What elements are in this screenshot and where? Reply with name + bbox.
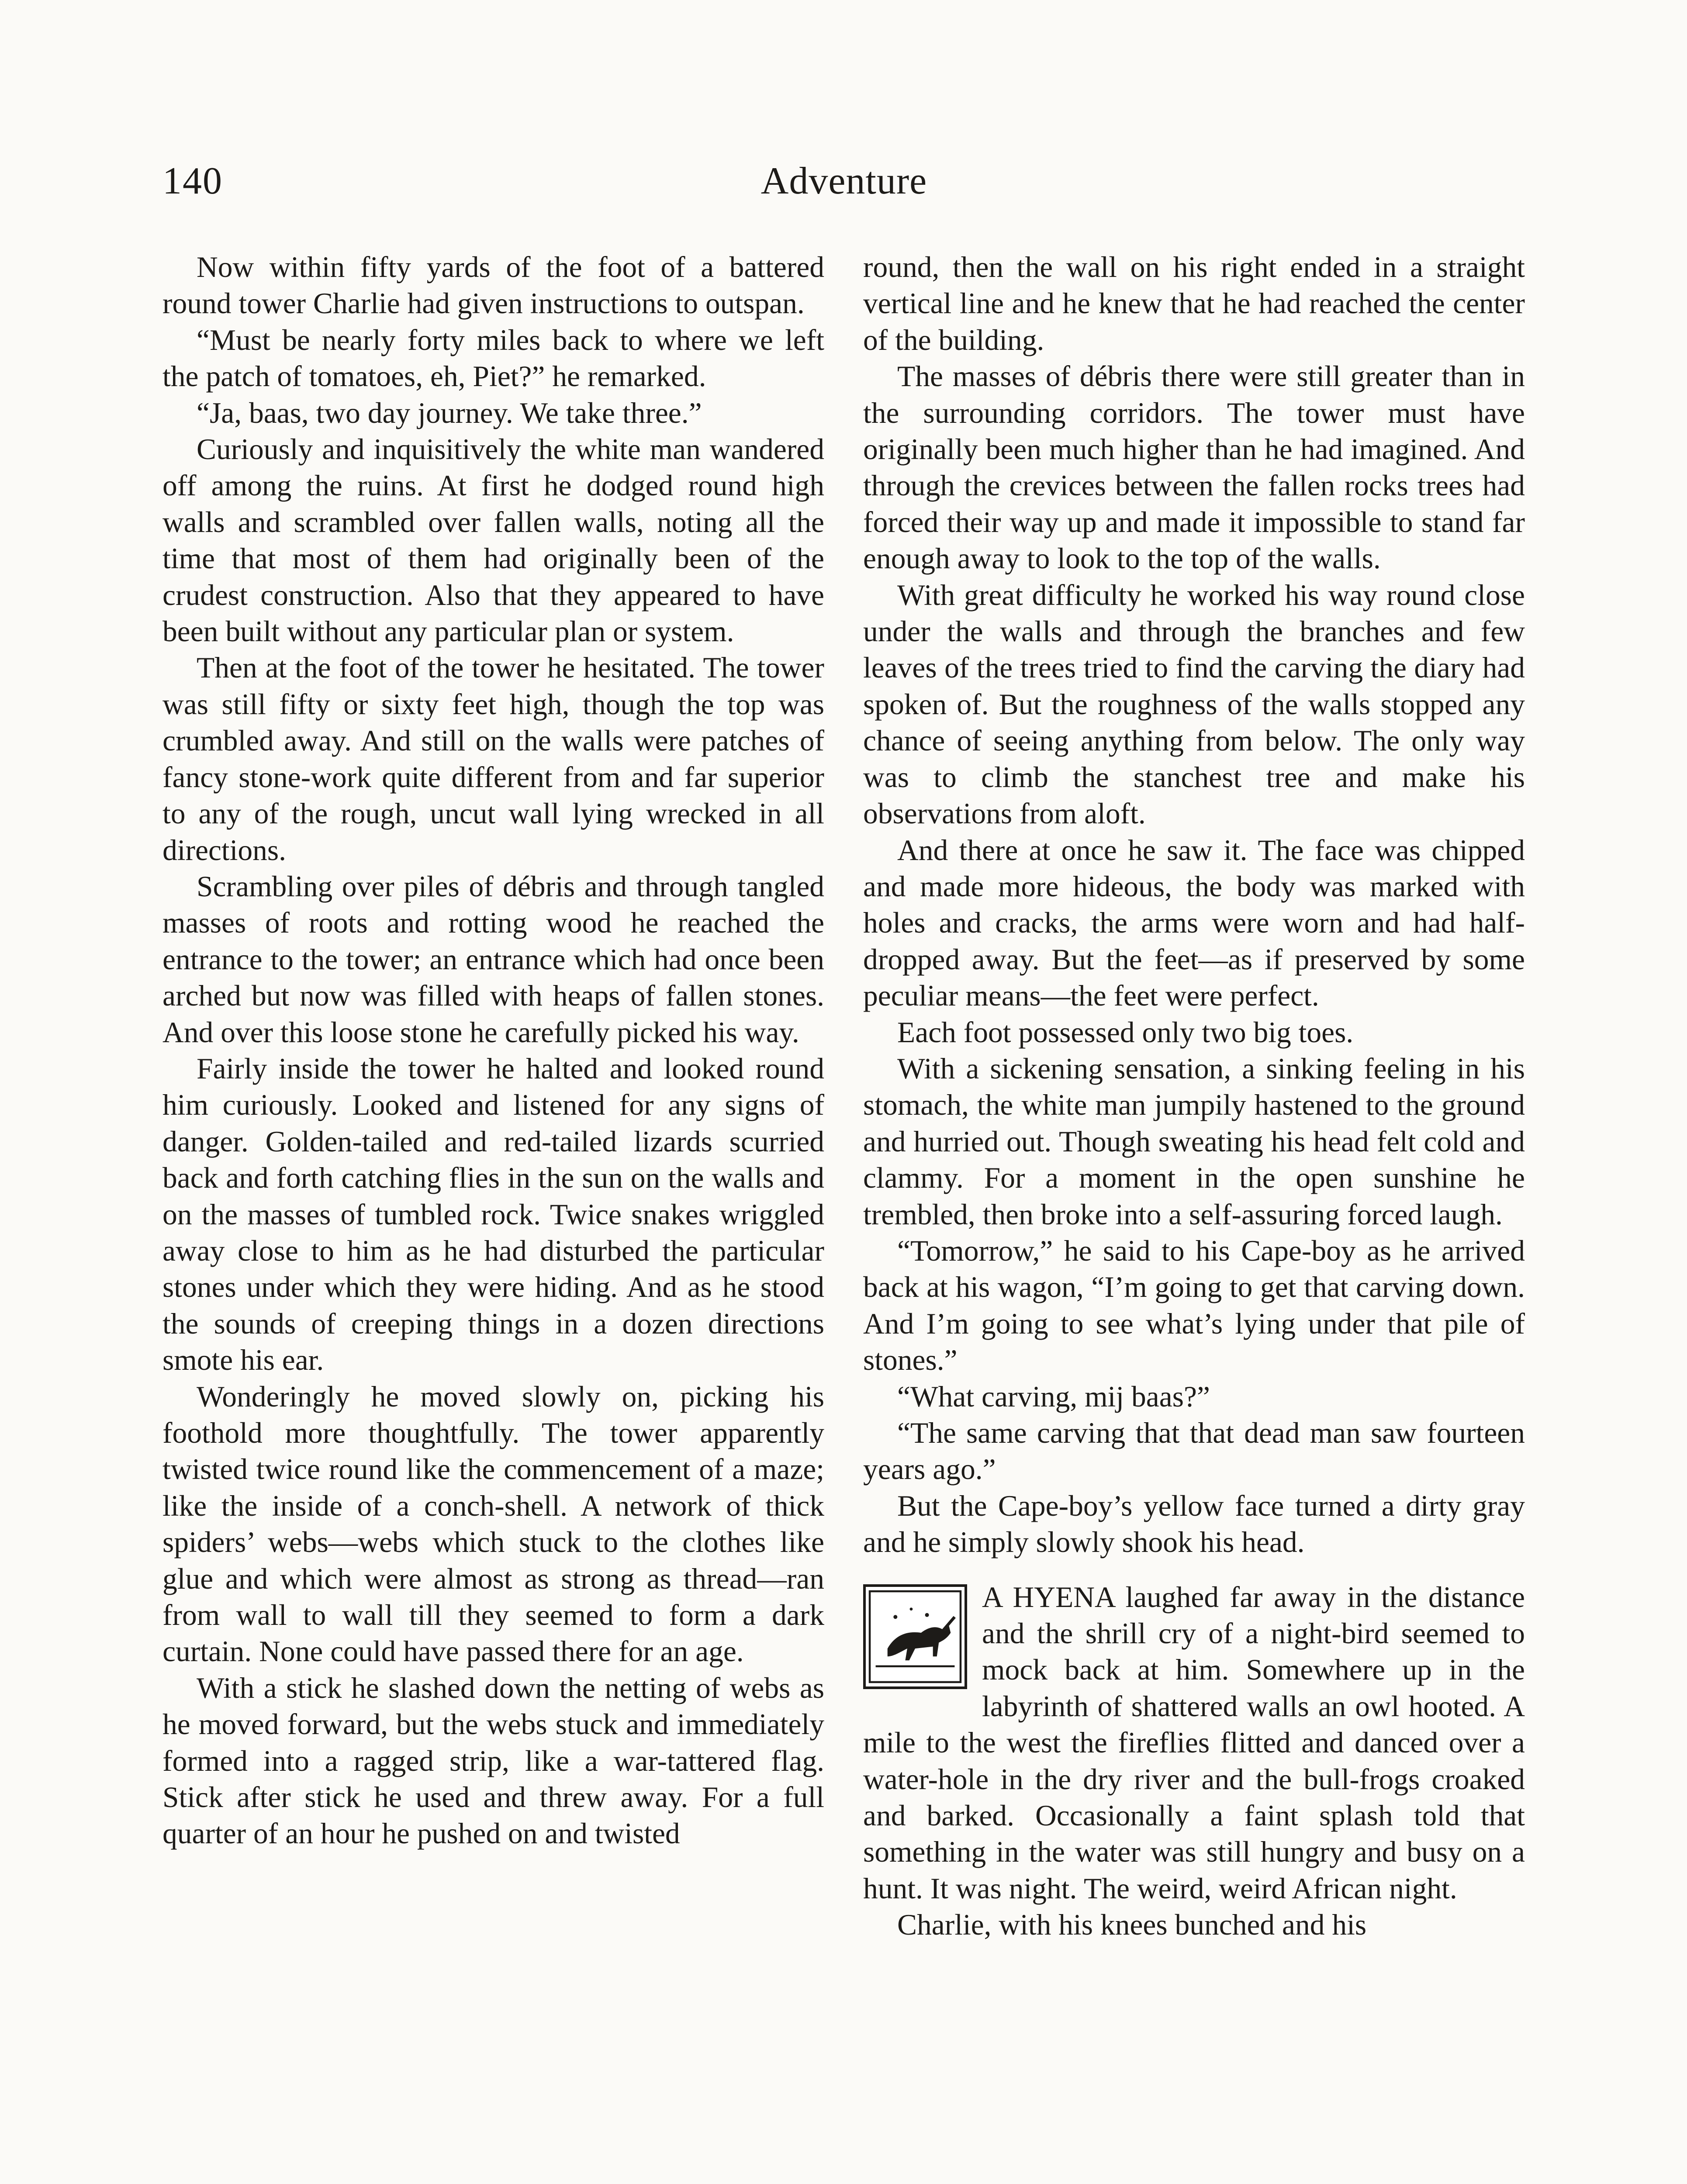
paragraph-continued: round, then the wall on his right ended in a straight vertical line and he knew that he had reached the center of the building. [863,251,1525,356]
paragraph: The masses of débris there were still greater than in the surrounding corridors. The tower must have originally been much higher than he had imagined. And through the crevices between the fallen rocks trees had forced their way up and made it impossible to stand far enough away to look to the top of the walls. [863,360,1525,575]
paragraph: Then at the foot of the tower he hesitated. The tower was still fifty or sixty feet high, though the top was crumbled away. And still on the walls were patches of fancy stone-work quite different from and far superior to any of the rough, uncut wall lying wrecked in all directions. [162,651,824,867]
dropcap-text: A HYENA laughed far away in the distance and the shrill cry of a night-bird seemed to mock back at him. Somewhere up in the labyrinth of shattered walls an owl hooted. A mile to the west the fireflies flitted and danced over a water-hole in the dry river and the bull-frogs croaked and barked. Occasionally a faint splash told that something in the water was still hungry and busy on a hunt. It was night. The weird, weird African night. [863,1580,1525,1905]
paragraph: Curiously and inquisitively the white man wandered off among the ruins. At first he dodged round high walls and scrambled over fallen walls, noting all the time that most of them had originally been of the crudest construction. Also that they appeared to have been built without any particular plan or system. [162,433,824,648]
paragraph: But the Cape-boy’s yellow face turned a dirty gray and he simply slowly shook his head. [863,1489,1525,1559]
hyena-illustration-icon [863,1584,967,1689]
dropcap-paragraph [863,1579,1525,1907]
paragraph: With a stick he slashed down the netting of webs as he moved forward, but the webs stuck and immediately formed into a ragged strip, like a war-tattered flag. Stick after stick he used and threw away. For a full quarter of an hour he pushed on and twisted [162,1671,824,1850]
paragraph: Charlie, with his knees bunched and his [897,1908,1367,1942]
right-column [863,249,1525,1943]
page-number: 140 [162,160,223,202]
paragraph: “Ja, baas, two day journey. We take three.” [197,396,702,429]
paragraph: Each foot possessed only two big toes. [897,1016,1354,1049]
paragraph: “The same carving that that dead man saw fourteen years ago.” [863,1417,1525,1486]
paragraph: “Must be nearly forty miles back to where we left the patch of tomatoes, eh, Piet?” he remarked. [162,323,824,393]
paragraph: “Tomorrow,” he said to his Cape-boy as he arrived back at his wagon, “I’m going to get that carving down. And I’m going to see what’s lying under that pile of stones.” [863,1234,1525,1377]
paragraph: And there at once he saw it. The face was chipped and made more hideous, the body was marked with holes and cracks, the arms were worn and had half-dropped away. But the feet—as if preserved by some peculiar means—the feet were perfect. [863,833,1525,1013]
paragraph: With a sickening sensation, a sinking feeling in his stomach, the white man jumpily hastened to the ground and hurried out. Though sweating his head felt cold and clammy. For a moment in the open sunshine he trembled, then broke into a self-assuring forced laugh. [863,1052,1525,1231]
paragraph: Now within fifty yards of the foot of a battered round tower Charlie had given instructions to outspan. [162,251,824,320]
paragraph: With great difficulty he worked his way round close under the walls and through the branches and few leaves of the trees tried to find the carving the diary had spoken of. But the roughness of the walls stopped any chance of seeing anything from below. The only way was to climb the stanchest tree and make his observations from aloft. [863,578,1525,830]
left-column [162,249,824,1852]
section-break [863,1561,1525,1579]
paragraph: “What carving, mij baas?” [897,1380,1210,1413]
page-header [162,155,1525,207]
paragraph: Fairly inside the tower he halted and looked round him curiously. Looked and listened for any signs of danger. Golden-tailed and red-tailed lizards scurried back and forth catching flies in the sun on the walls and on the masses of tumbled rock. Twice snakes wriggled away close to him as he had disturbed the particular stones under which they were hiding. And as he stood the sounds of creeping things in a dozen directions smote his ear. [162,1052,824,1377]
paragraph: Scrambling over piles of débris and through tangled masses of roots and rotting wood he reached the entrance to the tower; an entrance which had once been arched but now was filled with heaps of fallen stones. And over this loose stone he carefully picked his way. [162,870,824,1049]
running-head: Adventure [761,160,927,202]
paragraph: Wonderingly he moved slowly on, picking his foothold more thoughtfully. The tower apparently twisted twice round like the commencement of a maze; like the inside of a conch-shell. A network of thick spiders’ webs—webs which stuck to the clothes like glue and which were almost as strong as thread—ran from wall to wall till they seemed to form a dark curtain. None could have passed there for an age. [162,1380,824,1668]
